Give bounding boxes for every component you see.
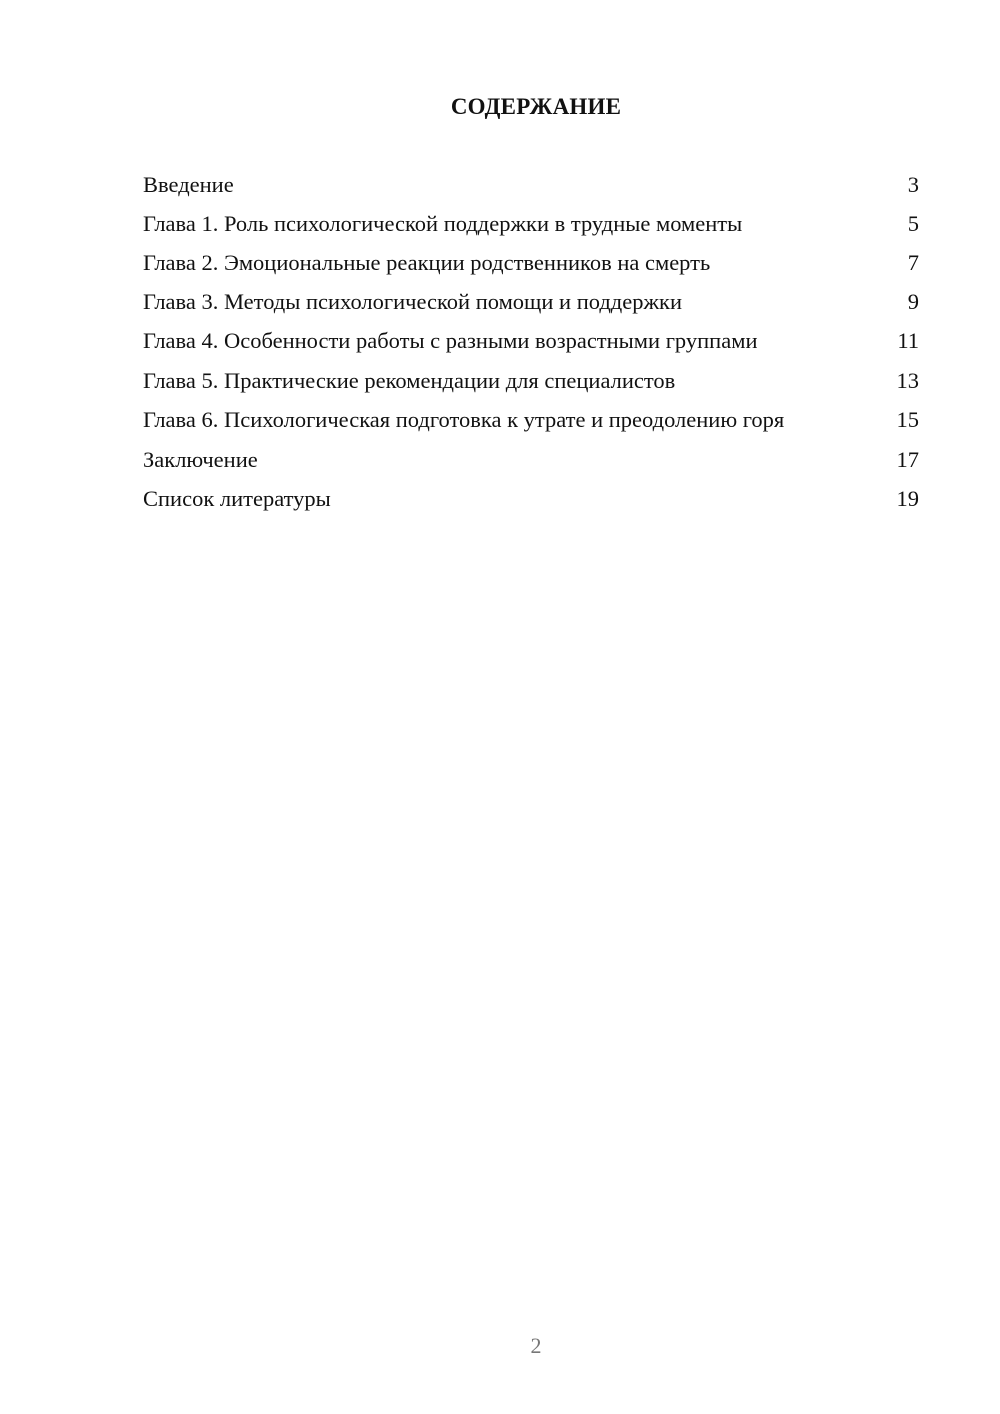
toc-entry-page: 13 [896, 368, 919, 393]
toc-entry-title: Введение [143, 172, 234, 197]
toc-entry-title: Заключение [143, 447, 258, 472]
toc-entry-page: 15 [896, 407, 919, 432]
toc-entry-page: 19 [896, 486, 919, 511]
toc-entry-page: 3 [907, 172, 919, 197]
toc-entry-chapter-1[interactable] [143, 207, 919, 241]
toc-entry-page: 7 [907, 250, 919, 275]
toc-entry-references[interactable] [143, 482, 919, 516]
page-number: 2 [530, 1333, 542, 1358]
toc-entry-chapter-4[interactable] [143, 324, 919, 358]
toc-entry-title: Глава 3. Методы психологической помощи и поддержки [143, 289, 683, 314]
toc-entry-title: Глава 4. Особенности работы с разными возрастными группами [143, 328, 758, 353]
toc-entry-chapter-5[interactable] [143, 364, 919, 398]
page-title: СОДЕРЖАНИЕ [450, 94, 622, 119]
toc-entry-chapter-2[interactable] [143, 246, 919, 280]
toc-entry-page: 11 [897, 328, 919, 353]
toc-entry-chapter-6[interactable] [143, 403, 919, 437]
toc-entry-page: 5 [907, 211, 919, 236]
toc-entry-title: Глава 2. Эмоциональные реакции родственников на смерть [143, 250, 711, 275]
table-of-contents [143, 168, 919, 521]
toc-entry-page: 9 [907, 289, 919, 314]
toc-entry-conclusion[interactable] [143, 443, 919, 477]
toc-entry-page: 17 [896, 447, 919, 472]
toc-entry-chapter-3[interactable] [143, 285, 919, 319]
toc-entry-title: Глава 1. Роль психологической поддержки в трудные моменты [143, 211, 743, 236]
toc-entry-title: Список литературы [143, 486, 331, 511]
toc-entry-title: Глава 5. Практические рекомендации для специалистов [143, 368, 676, 393]
toc-entry-introduction[interactable] [143, 168, 919, 202]
toc-entry-title: Глава 6. Психологическая подготовка к утрате и преодолению горя [143, 407, 785, 432]
